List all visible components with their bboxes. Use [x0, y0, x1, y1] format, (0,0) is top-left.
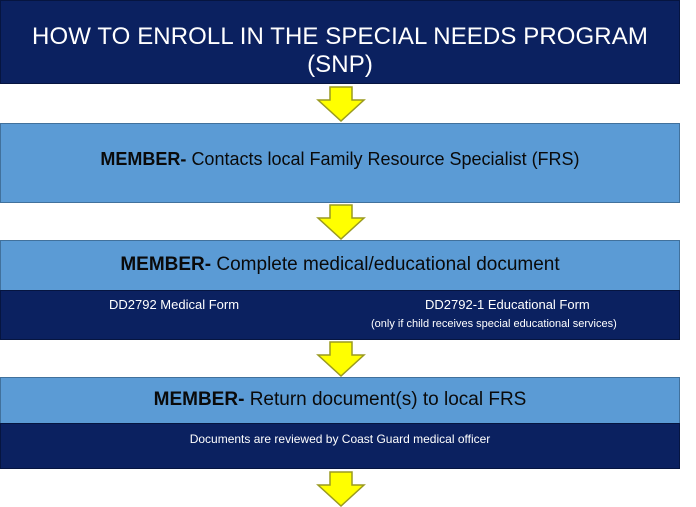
step-1-action: Contacts local Family Resource Specialist (FRS) — [191, 149, 580, 169]
review-note: Documents are reviewed by Coast Guard medical officer — [189, 432, 491, 446]
down-arrow-icon — [316, 204, 366, 240]
step-3-details — [0, 423, 680, 469]
step-1-text — [1, 149, 679, 170]
step-1-actor: MEMBER- — [100, 149, 187, 169]
medical-form-label: DD2792 Medical Form — [109, 297, 240, 312]
down-arrow-icon — [316, 471, 366, 507]
educational-form-note: (only if child receives special educational services) — [371, 318, 617, 330]
down-arrow-icon — [316, 86, 366, 122]
step-3-action: Return document(s) to local FRS — [249, 389, 527, 410]
step-2-actor: MEMBER- — [120, 254, 212, 275]
step-3-text — [1, 389, 679, 411]
step-2-action: Complete medical/educational document — [216, 254, 560, 275]
step-2-text — [1, 254, 679, 276]
step-2-details — [0, 290, 680, 340]
educational-form-label: DD2792-1 Educational Form — [425, 297, 590, 312]
down-arrow-icon — [316, 341, 366, 377]
step-3-actor: MEMBER- — [153, 389, 245, 410]
title-box — [0, 0, 680, 84]
diagram-title: HOW TO ENROLL IN THE SPECIAL NEEDS PROGRAM (SNP) — [32, 23, 648, 78]
step-1-box — [0, 123, 680, 203]
step-2-header — [0, 240, 680, 290]
step-3-header — [0, 377, 680, 423]
